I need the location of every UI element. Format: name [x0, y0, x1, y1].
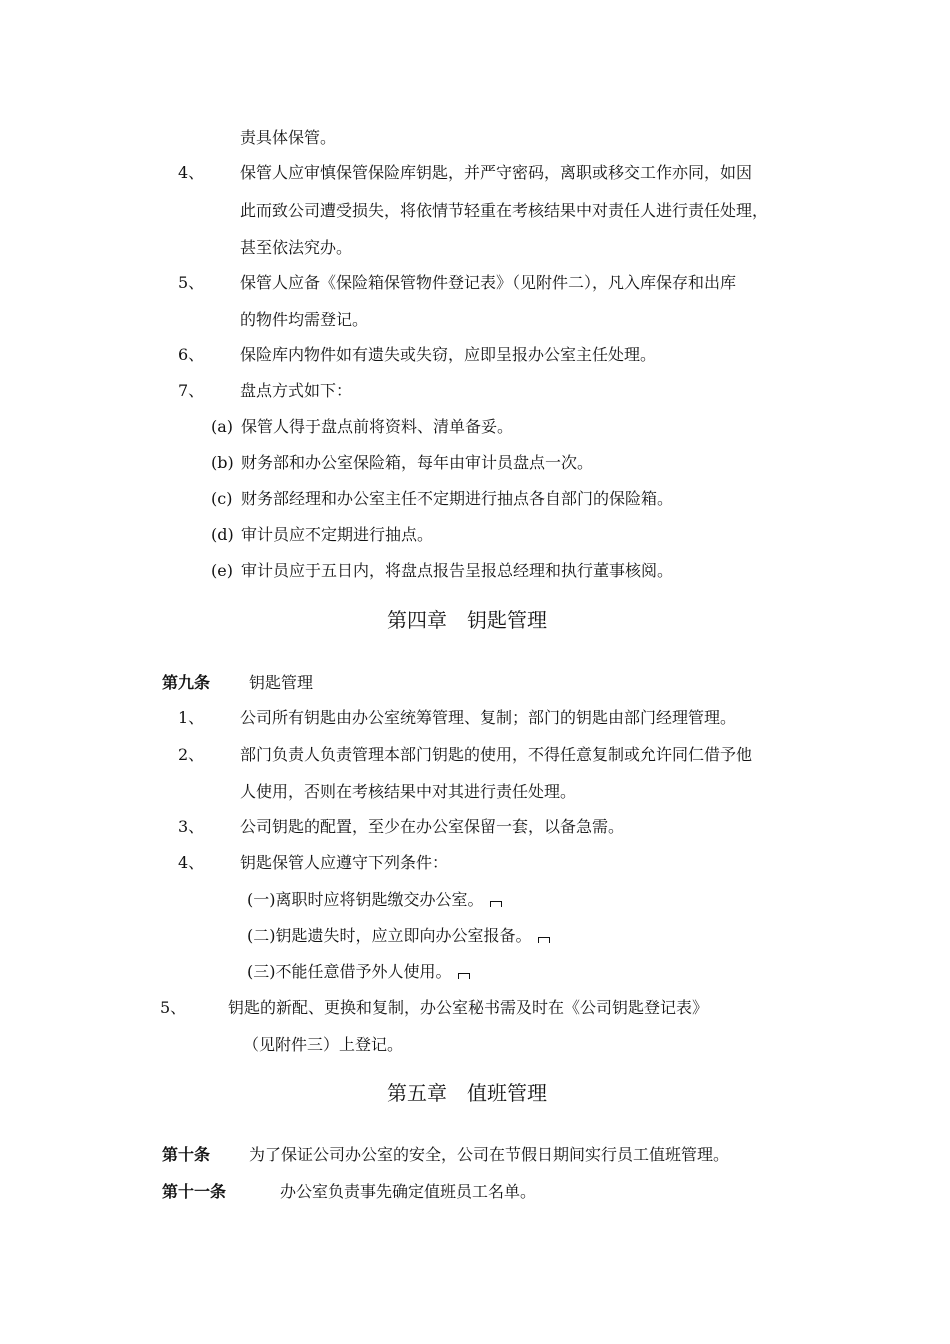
paragraph-line: 此而致公司遭受损失，将依情节轻重在考核结果中对责任人进行责任处理， [240, 201, 769, 220]
condition-text: (三)不能任意借予外人使用。 [247, 962, 452, 981]
condition-text: (二)钥匙遗失时，应立即向办公室报备。 [247, 926, 532, 945]
paragraph-line: 的物件均需登记。 [240, 310, 369, 329]
condition-line [247, 926, 550, 946]
sub-item-label: (b) [211, 453, 234, 472]
paragraph-line: 部门负责人负责管理本部门钥匙的使用，不得任意复制或允许同仁借予他 [240, 745, 753, 764]
article-text: 为了保证公司办公室的安全，公司在节假日期间实行员工值班管理。 [249, 1145, 730, 1164]
article-label: 第九条 [162, 673, 211, 692]
sub-item-label: (d) [211, 525, 234, 544]
item-number: 3、 [178, 817, 205, 836]
paragraph-line: 钥匙保管人应遵守下列条件： [240, 853, 449, 872]
chapter-title: 第五章 值班管理 [387, 1081, 547, 1105]
sub-item-text: 财务部经理和办公室主任不定期进行抽点各自部门的保险箱。 [241, 489, 674, 508]
item-number: 1、 [178, 708, 205, 727]
paragraph-mark-icon [458, 973, 470, 979]
item-number: 5、 [178, 273, 205, 292]
item-number: 5、 [160, 998, 187, 1017]
paragraph-line: 保险库内物件如有遗失或失窃，应即呈报办公室主任处理。 [240, 345, 657, 364]
item-number: 4、 [178, 163, 205, 182]
article-text: 钥匙管理 [249, 673, 314, 692]
chapter-title: 第四章 钥匙管理 [387, 608, 547, 632]
sub-item-label: (c) [211, 489, 233, 508]
article-label: 第十一条 [162, 1182, 227, 1201]
paragraph-line: 公司所有钥匙由办公室统筹管理、复制；部门的钥匙由部门经理管理。 [240, 708, 737, 727]
paragraph-line: 甚至依法究办。 [240, 238, 353, 257]
paragraph-line: 保管人应审慎保管保险库钥匙，并严守密码，离职或移交工作亦同，如因 [240, 163, 753, 182]
paragraph-line: 责具体保管。 [240, 128, 337, 147]
item-number: 7、 [178, 381, 205, 400]
sub-item-text: 审计员应于五日内，将盘点报告呈报总经理和执行董事核阅。 [241, 561, 674, 580]
paragraph-line: 盘点方式如下： [240, 381, 353, 400]
paragraph-line: （见附件三）上登记。 [243, 1035, 404, 1054]
paragraph-line: 公司钥匙的配置，至少在办公室保留一套，以备急需。 [240, 817, 625, 836]
article-text: 办公室负责事先确定值班员工名单。 [280, 1182, 537, 1201]
item-number: 4、 [178, 853, 205, 872]
condition-line [247, 962, 470, 982]
paragraph-line: 人使用，否则在考核结果中对其进行责任处理。 [240, 782, 577, 801]
item-number: 6、 [178, 345, 205, 364]
sub-item-label: (a) [211, 417, 234, 436]
item-number: 2、 [178, 745, 205, 764]
paragraph-mark-icon [538, 937, 550, 943]
condition-line [247, 890, 502, 910]
sub-item-text: 审计员应不定期进行抽点。 [241, 525, 434, 544]
sub-item-text: 保管人得于盘点前将资料、清单备妥。 [241, 417, 514, 436]
article-label: 第十条 [162, 1145, 211, 1164]
paragraph-mark-icon [490, 901, 502, 907]
paragraph-line: 保管人应备《保险箱保管物件登记表》（见附件二），凡入库保存和出库 [240, 273, 737, 292]
sub-item-label: (e) [211, 561, 233, 580]
sub-item-text: 财务部和办公室保险箱，每年由审计员盘点一次。 [241, 453, 594, 472]
paragraph-line: 钥匙的新配、更换和复制，办公室秘书需及时在《公司钥匙登记表》 [228, 998, 709, 1017]
condition-text: (一)离职时应将钥匙缴交办公室。 [247, 890, 484, 909]
